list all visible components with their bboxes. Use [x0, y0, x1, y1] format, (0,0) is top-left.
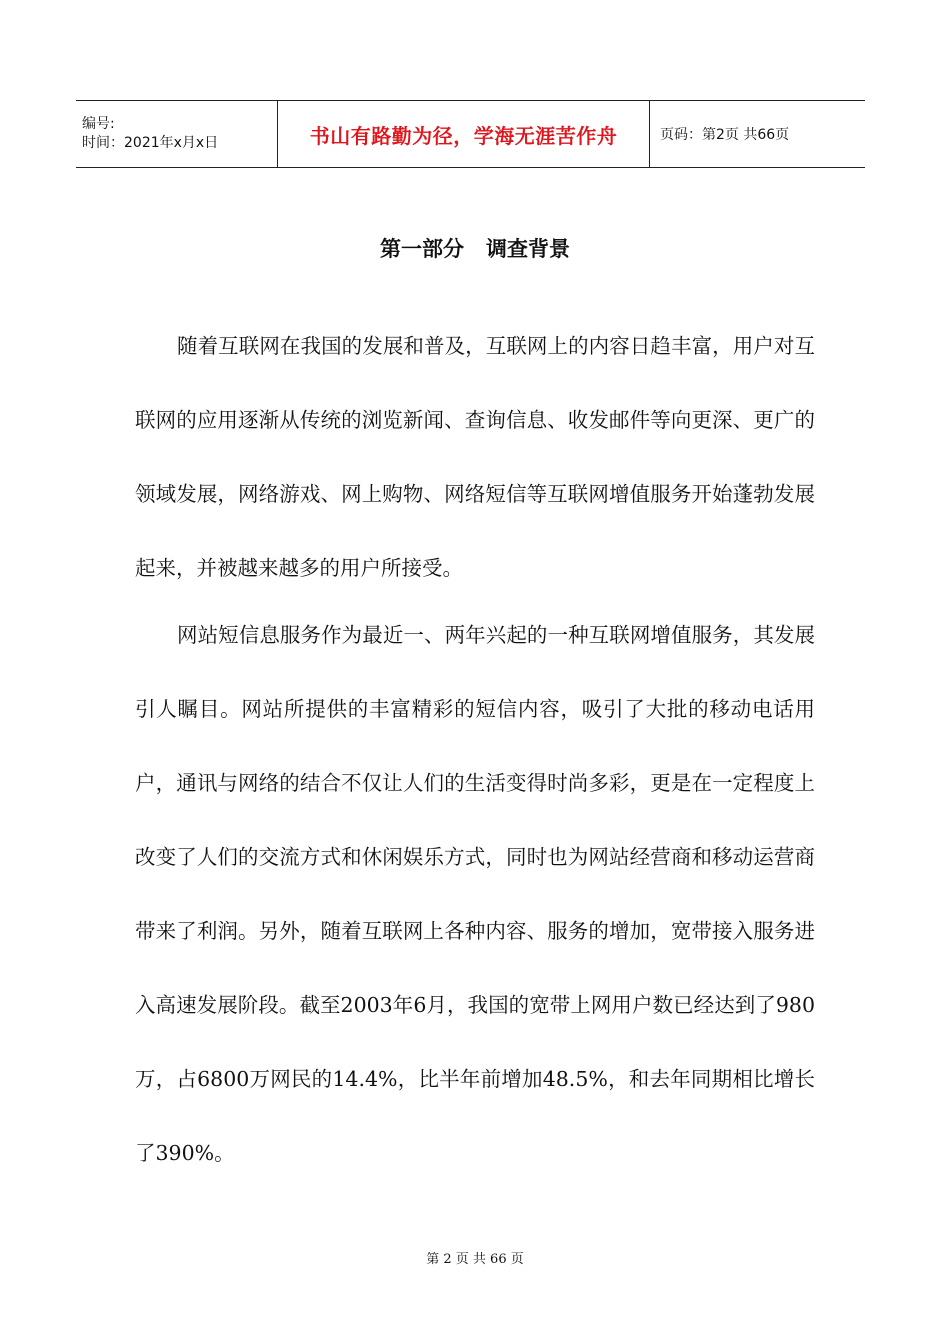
header-meta	[76, 101, 278, 167]
paragraph-1: 随着互联网在我国的发展和普及，互联网上的内容日趋丰富，用户对互联网的应用逐渐从传统的浏览新闻、查询信息、收发邮件等向更深、更广的领域发展，网络游戏、网上购物、网络短信等互联网增值服务开始蓬勃发展起来，并被越来越多的用户所接受。	[135, 334, 815, 580]
header-page-cell	[650, 101, 865, 167]
header-motto-cell	[278, 101, 650, 167]
section-title: 第一部分 调查背景	[380, 237, 570, 261]
header-page-info: 页码：第2页 共66页	[660, 127, 790, 143]
page-footer: 第 2 页 共 66 页	[426, 1252, 524, 1267]
paragraph-2: 网站短信息服务作为最近一、两年兴起的一种互联网增值服务，其发展引人瞩目。网站所提供的丰富精彩的短信内容，吸引了大批的移动电话用户，通讯与网络的结合不仅让人们的生活变得时尚多彩，更是在一定程度上改变了人们的交流方式和休闲娱乐方式，同时也为网站经营商和移动运营商带来了利润。另外，随着互联网上各种内容、服务的增加，宽带接入服务进入高速发展阶段。截至2003年6月，我国的宽带上网用户数已经达到了980万，占6800万网民的14.4%，比半年前增加48.5%，和去年同期相比增长了390%。	[135, 623, 815, 1165]
date-line: 时间：2021年x月x日	[82, 135, 219, 151]
code-label: 编号:	[82, 116, 115, 132]
page-header	[76, 100, 865, 168]
header-motto: 书山有路勤为径，学海无涯苦作舟	[309, 123, 618, 148]
